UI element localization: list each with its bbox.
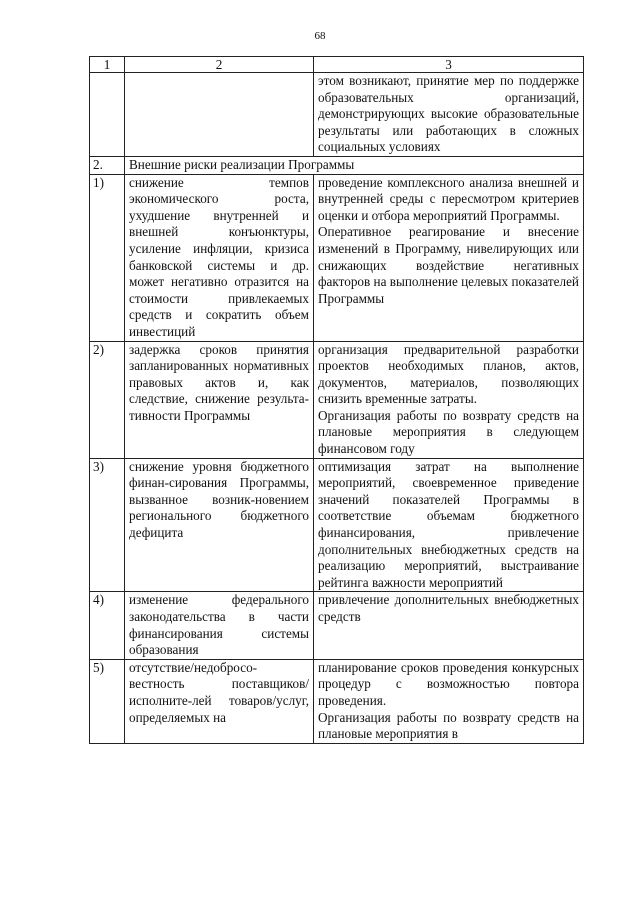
risk-table: [89, 56, 584, 744]
table-row: [90, 659, 584, 743]
continuation-risk-cell: [125, 73, 314, 157]
measures-cell: [314, 174, 584, 341]
page-number: 68: [314, 30, 326, 42]
table-header-row: [90, 57, 584, 73]
measures-cell: [314, 659, 584, 743]
table-row: [90, 592, 584, 659]
measure-paragraph: Организация работы по возврату средств на плановые мероприятия в: [318, 709, 579, 742]
row-number: 2): [90, 341, 125, 458]
risk-cell: снижение темпов экономического роста, ухудшение внутренней и внешней конъюнктуры, усиление инфляции, кризиса банковской системы и др. может негативно отразится на стоимости привлекаемых средств и сократить объем инвестиций: [125, 174, 314, 341]
table-row: [90, 174, 584, 341]
risk-cell: задержка сроков принятия запланированных нормативных правовых актов и, как следствие, снижение результа-тивности Программы: [125, 341, 314, 458]
row-number: 3): [90, 458, 125, 592]
measure-paragraph: планирование сроков проведения конкурсных процедур с возможностью повтора проведения.: [318, 659, 579, 708]
header-col-3: 3: [314, 57, 584, 73]
table-row-continuation: [90, 73, 584, 157]
header-col-2: 2: [125, 57, 314, 73]
measure-paragraph: Оперативное реагирование и внесение изменений в Программу, нивелирующих или снижающих воздействие негативных факторов на выполнение целевых показателей Программы: [318, 224, 579, 306]
measures-cell: [314, 341, 584, 458]
continuation-num-cell: [90, 73, 125, 157]
risk-cell: изменение федерального законодательства в части финансирования системы образования: [125, 592, 314, 659]
risk-cell: снижение уровня бюджетного финан-сирования Программы, вызванное возник-новением регионального бюджетного дефицита: [125, 458, 314, 592]
measure-paragraph: организация предварительной разработки проектов необходимых планов, актов, документов, материалов, позволяющих снизить временные затраты.: [318, 341, 579, 407]
table-row: [90, 341, 584, 458]
measures-cell: [314, 458, 584, 592]
section-title: Внешние риски реализации Программы: [125, 156, 584, 174]
table-row: [90, 458, 584, 592]
row-number: 4): [90, 592, 125, 659]
section-row: [90, 156, 584, 174]
measure-paragraph: привлечение дополнительных внебюджетных средств: [318, 592, 579, 624]
continuation-measures-cell: этом возникают, принятие мер по поддержке образовательных организаций, демонстрирующих высокие образовательные результаты или работающих в сложных социальных условиях: [314, 73, 584, 157]
row-number: 1): [90, 174, 125, 341]
header-col-1: 1: [90, 57, 125, 73]
measure-paragraph: Организация работы по возврату средств на плановые мероприятия в следующем финансовом году: [318, 407, 579, 457]
risk-cell: отсутствие/недобросо-вестность поставщиков/исполните-лей товаров/услуг, определяемых на: [125, 659, 314, 743]
measure-paragraph: проведение комплексного анализа внешней и внутренней среды с пересмотром критериев оценки и отбора мероприятий Программы.: [318, 174, 579, 223]
measures-cell: [314, 592, 584, 659]
row-number: 5): [90, 659, 125, 743]
section-number: 2.: [90, 156, 125, 174]
measure-paragraph: оптимизация затрат на выполнение мероприятий, своевременное приведение значений показателей Программы в соответствие объемам бюджетного финансирования, привлечение дополнительных внебюджетных средств на реализацию мероприятий, выстраивание рейтинга важности мероприятий: [318, 458, 579, 590]
